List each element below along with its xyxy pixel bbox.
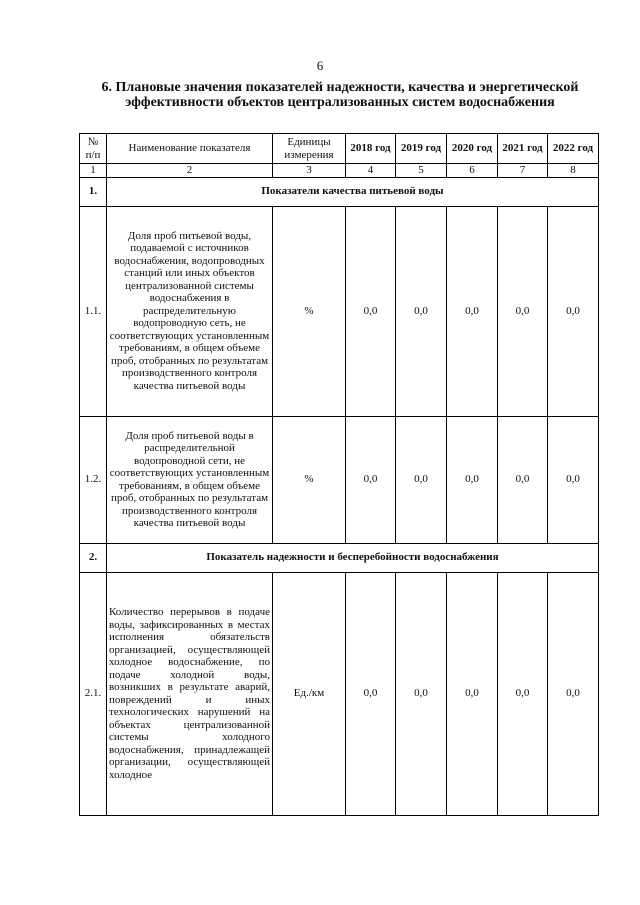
section-title: Показатель надежности и бесперебойности водоснабжения	[107, 543, 599, 572]
section-title: Показатели качества питьевой воды	[107, 177, 599, 206]
indicator-value: 0,0	[447, 206, 498, 416]
header-unit: Единицы измерения	[273, 134, 346, 164]
section-row	[80, 543, 599, 572]
indicator-value: 0,0	[346, 572, 396, 815]
header-year: 2021 год	[498, 134, 548, 164]
column-index-row	[80, 164, 599, 178]
table-row	[80, 416, 599, 543]
indicator-unit: Ед./км	[273, 572, 346, 815]
indicator-value: 0,0	[548, 572, 599, 815]
indicator-value: 0,0	[396, 416, 447, 543]
indicator-value: 0,0	[498, 206, 548, 416]
header-year: 2022 год	[548, 134, 599, 164]
indicator-value: 0,0	[447, 416, 498, 543]
header-name: Наименование показателя	[107, 134, 273, 164]
indicator-value: 0,0	[396, 572, 447, 815]
indicator-name: Количество перерывов в подаче воды, зафиксированных в местах исполнения обязательств организацией, осуществляющей холодное водоснабжение, по подаче холодной воды, возникших в результате аварий, повреждений и иных технологических нарушений на объектах централизованной системы холодного водоснабжения, принадлежащей организации, осуществляющей холодное	[107, 572, 273, 815]
indicator-value: 0,0	[346, 416, 396, 543]
indicator-value: 0,0	[447, 572, 498, 815]
indicator-value: 0,0	[548, 206, 599, 416]
header-year: 2020 год	[447, 134, 498, 164]
column-index: 3	[273, 164, 346, 178]
table-header-row	[80, 134, 599, 164]
indicator-value: 0,0	[396, 206, 447, 416]
column-index: 6	[447, 164, 498, 178]
header-num: № п/п	[80, 134, 107, 164]
column-index: 2	[107, 164, 273, 178]
header-year: 2019 год	[396, 134, 447, 164]
indicator-unit: %	[273, 206, 346, 416]
indicator-name: Доля проб питьевой воды в распределительной водопроводной сети, не соответствующих установленным требованиям, в общем объеме проб, отобранных по результатам производственного контроля качества питьевой воды	[107, 416, 273, 543]
indicator-name: Доля проб питьевой воды, подаваемой с источников водоснабжения, водопроводных станций или иных объектов централизованной системы водоснабжения в распределительную водопроводную сеть, не соответствующих установленным требованиям, в общем объеме проб, отобранных по результатам производственного контроля качества питьевой воды	[107, 206, 273, 416]
section-row	[80, 177, 599, 206]
section-number: 1.	[80, 177, 107, 206]
indicator-value: 0,0	[346, 206, 396, 416]
section-number: 2.	[80, 543, 107, 572]
page-number: 6	[316, 58, 324, 73]
table-row	[80, 572, 599, 815]
row-number: 1.2.	[80, 416, 107, 543]
indicators-table	[79, 133, 599, 816]
column-index: 5	[396, 164, 447, 178]
row-number: 1.1.	[80, 206, 107, 416]
indicator-unit: %	[273, 416, 346, 543]
indicator-value: 0,0	[498, 572, 548, 815]
column-index: 8	[548, 164, 599, 178]
column-index: 1	[80, 164, 107, 178]
header-year: 2018 год	[346, 134, 396, 164]
row-number: 2.1.	[80, 572, 107, 815]
column-index: 7	[498, 164, 548, 178]
indicator-value: 0,0	[498, 416, 548, 543]
indicator-value: 0,0	[548, 416, 599, 543]
column-index: 4	[346, 164, 396, 178]
table-row	[80, 206, 599, 416]
document-title: 6. Плановые значения показателей надежности, качества и энергетической эффективности объектов централизованных систем водоснабжения	[101, 80, 579, 110]
